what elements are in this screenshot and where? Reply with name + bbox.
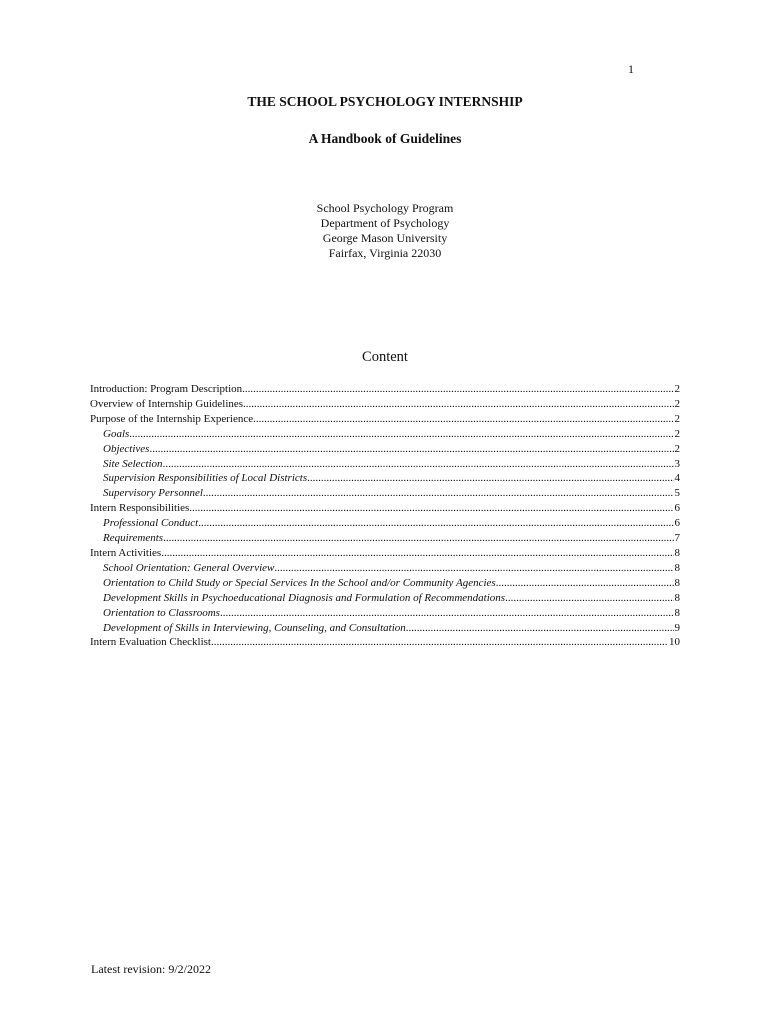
toc-dot-leader xyxy=(211,635,668,650)
toc-entry-label: Intern Evaluation Checklist xyxy=(90,636,211,649)
toc-entry-label: Site Selection xyxy=(103,457,163,470)
toc-entry-page: 8 xyxy=(674,546,680,559)
toc-dot-leader xyxy=(496,576,674,591)
toc-entry-page: 2 xyxy=(674,383,680,395)
toc-entry[interactable] xyxy=(90,635,680,650)
document-subtitle: A Handbook of Guidelines xyxy=(308,131,462,146)
toc-dot-leader xyxy=(198,516,673,531)
page-number: 1 xyxy=(628,62,634,76)
toc-entry[interactable] xyxy=(90,427,680,442)
toc-entry-page: 2 xyxy=(674,412,680,425)
toc-entry-page: 8 xyxy=(674,561,680,574)
content-heading: Content xyxy=(362,349,408,365)
toc-entry[interactable] xyxy=(90,606,680,621)
toc-entry[interactable] xyxy=(90,576,680,591)
toc-dot-leader xyxy=(161,546,673,561)
toc-dot-leader xyxy=(149,442,673,457)
toc-entry[interactable] xyxy=(90,516,680,531)
toc-entry[interactable] xyxy=(90,471,680,486)
toc-entry-label: Requirements xyxy=(103,532,164,545)
toc-entry[interactable] xyxy=(90,591,680,606)
toc-dot-leader xyxy=(505,591,673,606)
toc-entry-label: Objectives xyxy=(103,442,150,455)
toc-entry-page: 5 xyxy=(674,487,680,500)
toc-entry-page: 8 xyxy=(674,591,680,604)
address-line-university: George Mason University xyxy=(322,231,448,245)
toc-entry-label: Orientation to Child Study or Special Services In the School and/or Community Agencies xyxy=(103,576,496,589)
toc-dot-leader xyxy=(220,606,674,621)
toc-entry-page: 9 xyxy=(674,621,680,634)
toc-entry-page: 6 xyxy=(674,517,680,530)
table-of-contents xyxy=(90,382,680,650)
toc-entry-label: Development of Skills in Interviewing, Counseling, and Consultation xyxy=(103,621,406,634)
toc-entry-label: Intern Responsibilities xyxy=(90,502,190,515)
toc-dot-leader xyxy=(274,561,673,576)
toc-entry-page: 7 xyxy=(674,532,680,545)
toc-entry-page: 2 xyxy=(674,397,680,410)
toc-dot-leader xyxy=(189,501,673,516)
address-line-program: School Psychology Program xyxy=(316,201,454,215)
toc-entry-page: 2 xyxy=(674,442,680,455)
toc-entry-label: School Orientation: General Overview xyxy=(103,561,275,574)
toc-entry-page: 4 xyxy=(674,472,680,485)
toc-entry-label: Development Skills in Psychoeducational Diagnosis and Formulation of Recommendations xyxy=(103,591,506,604)
toc-entry-label: Purpose of the Internship Experience xyxy=(90,412,254,425)
address-block xyxy=(0,201,770,261)
revision-footer: Latest revision: 9/2/2022 xyxy=(91,962,211,976)
toc-entry-label: Supervisory Personnel xyxy=(103,487,203,500)
toc-entry[interactable] xyxy=(90,546,680,561)
toc-dot-leader xyxy=(242,382,673,397)
toc-dot-leader xyxy=(406,621,674,636)
toc-dot-leader xyxy=(129,427,673,442)
toc-entry[interactable] xyxy=(90,382,680,397)
toc-entry-label: Supervision Responsibilities of Local Districts xyxy=(103,472,308,485)
toc-entry-page: 6 xyxy=(674,502,680,515)
toc-dot-leader xyxy=(307,471,673,486)
toc-dot-leader xyxy=(253,412,673,427)
toc-entry-page: 3 xyxy=(674,457,680,470)
address-line-department: Department of Psychology xyxy=(320,216,450,230)
toc-entry-page: 8 xyxy=(674,576,680,589)
toc-entry[interactable] xyxy=(90,457,680,472)
toc-entry-label: Overview of Internship Guidelines xyxy=(90,397,244,410)
toc-entry-page: 10 xyxy=(669,636,680,649)
toc-entry-label: Orientation to Classrooms xyxy=(103,606,220,619)
toc-entry-label: Goals xyxy=(103,427,130,440)
toc-entry[interactable] xyxy=(90,412,680,427)
toc-entry[interactable] xyxy=(90,397,680,412)
toc-entry-label: Professional Conduct xyxy=(103,517,199,530)
toc-dot-leader xyxy=(163,531,673,546)
toc-dot-leader xyxy=(203,486,674,501)
toc-entry-label: Introduction: Program Description xyxy=(90,383,243,395)
toc-dot-leader xyxy=(163,457,674,472)
toc-entry[interactable] xyxy=(90,486,680,501)
toc-entry[interactable] xyxy=(90,442,680,457)
toc-entry-label: Intern Activities xyxy=(90,546,162,559)
toc-entry-page: 2 xyxy=(674,427,680,440)
toc-entry-page: 8 xyxy=(674,606,680,619)
address-line-city: Fairfax, Virginia 22030 xyxy=(328,246,442,260)
toc-entry[interactable] xyxy=(90,561,680,576)
toc-entry[interactable] xyxy=(90,531,680,546)
toc-dot-leader xyxy=(243,397,673,412)
toc-entry[interactable] xyxy=(90,501,680,516)
toc-entry[interactable] xyxy=(90,621,680,636)
document-title: THE SCHOOL PSYCHOLOGY INTERNSHIP xyxy=(247,94,523,109)
